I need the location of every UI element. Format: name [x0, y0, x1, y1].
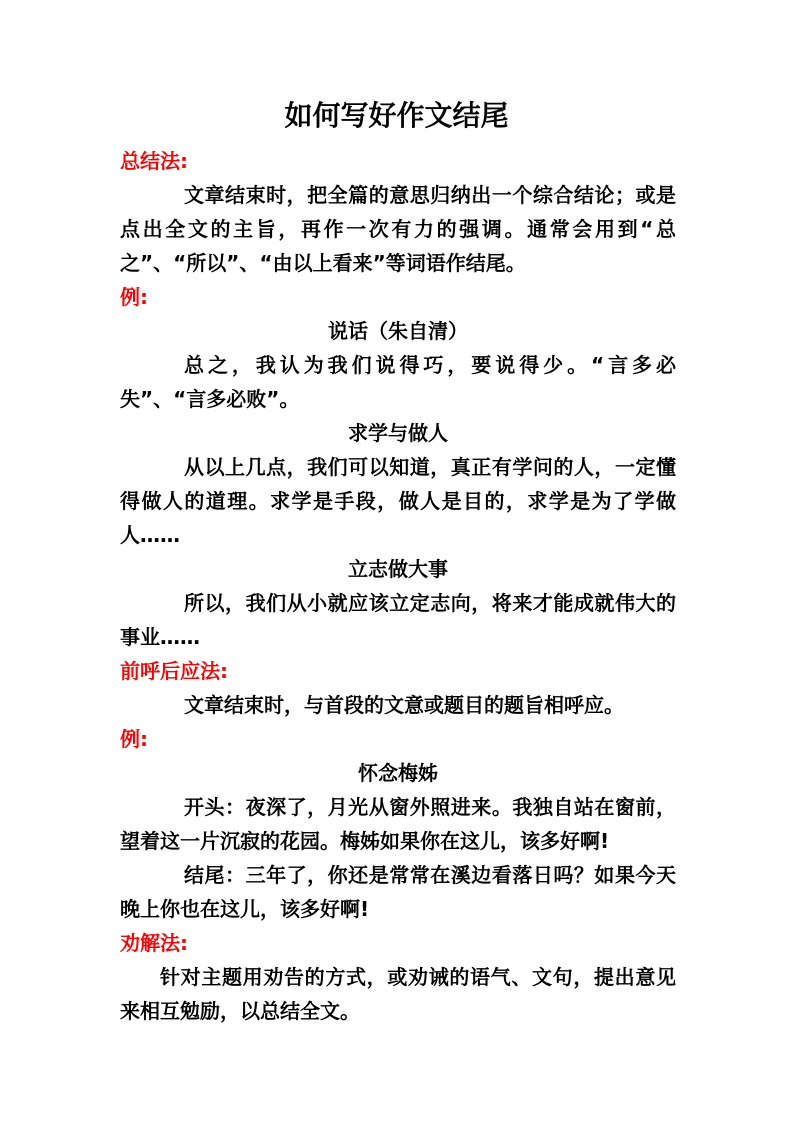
example-text: 从以上几点，我们可以知道，真正有学问的人，一定懂得做人的道理。求学是手段，做人是目的，求学是为了学做人……	[120, 455, 676, 547]
example-label: 例:	[120, 285, 148, 309]
example-text: 所以，我们从小就应该立定志向，将来才能成就伟大的事业……	[120, 591, 676, 649]
example-title: 怀念梅姊	[358, 761, 438, 785]
section-heading-advice: 劝解法:	[120, 931, 188, 955]
example-text: 总之，我认为我们说得巧，要说得少。“言多必失”、“言多必败”。	[120, 353, 676, 411]
document-title: 如何写好作文结尾	[284, 99, 509, 132]
example-opening: 开头：夜深了，月光从窗外照进来。我独自站在窗前，望着这一片沉寂的花园。梅姊如果你在这儿，该多好啊!	[120, 795, 676, 853]
section-description-echo: 文章结束时，与首段的文意或题目的题旨相呼应。	[184, 693, 624, 717]
document-body	[120, 144, 676, 1028]
section-heading-echo: 前呼后应法:	[120, 659, 228, 683]
section-description-summary: 文章结束时，把全篇的意思归纳出一个综合结论；或是点出全文的主旨，再作一次有力的强调。通常会用到“总之”、“所以”、“由以上看来”等词语作结尾。	[120, 183, 676, 275]
example-title: 说话（朱自清）	[328, 319, 468, 343]
section-description-advice: 针对主题用劝告的方式，或劝诫的语气、文句，提出意见来相互勉励，以总结全文。	[120, 965, 676, 1023]
example-label: 例:	[120, 727, 148, 751]
example-ending: 结尾：三年了，你还是常常在溪边看落日吗？如果今天晚上你也在这儿，该多好啊!	[120, 863, 676, 921]
example-title: 立志做大事	[348, 557, 448, 581]
section-heading-summary: 总结法:	[120, 149, 188, 173]
example-title: 求学与做人	[348, 421, 448, 445]
